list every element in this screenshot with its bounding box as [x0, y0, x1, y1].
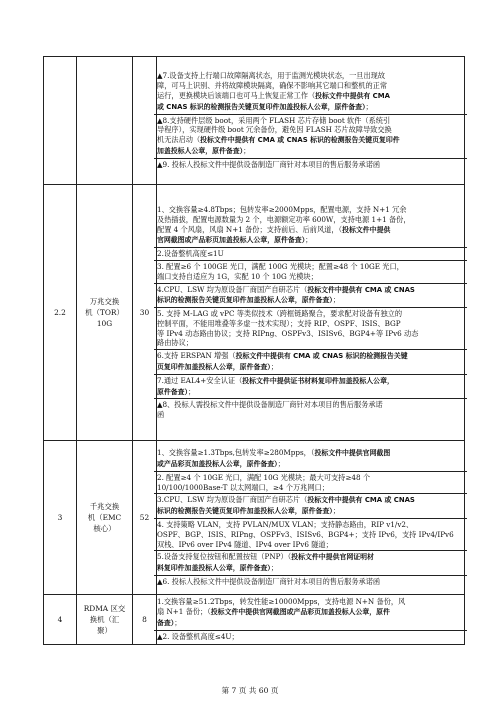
spec-bold-text: 标识的检测报告关键页复印件加盖投标人公章，原件备查） [157, 507, 333, 516]
item-quantity [133, 57, 157, 185]
spec-text: ； [332, 295, 340, 305]
spec-text: 3. 配置≥6 个 100GE 光口，满配 100G 光模块；配置≥48 个 10GE 光口， [157, 261, 404, 271]
spec-bold-text: 投标文件中提供官网证明材 [291, 553, 374, 562]
spec-text: 3.CPU、LSW 均为原设备厂商国产自研芯片（ [157, 495, 308, 505]
item-number [44, 57, 77, 185]
spec-bold-text: 投标文件中提供官网截图 [314, 449, 391, 458]
spec-text: ； [174, 618, 182, 627]
item-quantity: 52 [133, 441, 157, 595]
spec-line [157, 215, 464, 225]
spec-text: OSPF、BGP、ISIS、RIPng、OSPFv3、ISISv6、BGP4+；支持 IPv6，支持 IPv4/IPv6 [157, 529, 454, 539]
spec-text: 端口支持自适应为 1G，实配 10 个 10G 光模块； [157, 271, 318, 281]
table-row [44, 595, 465, 645]
spec-item [154, 283, 467, 308]
spec-text: 6.支持 ERSPAN 增强（ [157, 351, 236, 361]
spec-item [154, 247, 467, 260]
spec-bold-text: 原件备查） [157, 387, 189, 396]
spec-item [154, 260, 467, 283]
spec-item [154, 630, 467, 643]
spec-text: 4.CPU、LSW 均为原设备厂商国产自研芯片（ [157, 284, 308, 294]
spec-line [157, 506, 464, 517]
item-name-line: 万兆交换 [89, 297, 120, 306]
spec-item [154, 158, 467, 171]
spec-item [154, 349, 467, 374]
spec-line [157, 102, 464, 113]
spec-text: 障，可马上识别、并将故障模块隔离，确保不影响其它端口和整机的正常 [157, 81, 388, 91]
spec-text: 1.交换容量≥51.2Tbps，转发性能≥10000Mpps，支持电源 N+N 备份，风 [157, 597, 406, 607]
spec-text: ▲6. 投标人投标文件中提供设备制造厂商针对本项目的售后服务承诺函 [157, 576, 381, 586]
spec-line [157, 632, 464, 642]
spec-text: 2.设备整机高度≤1U [157, 249, 224, 259]
spec-text: ▲7.设备支持上行端口故障隔离状态，用于监测光模块状态，一旦出现故 [157, 71, 386, 81]
spec-bold-text: 备查） [157, 619, 175, 627]
spec-line [157, 309, 464, 319]
item-name-line: RDMA 区交 [83, 604, 126, 613]
spec-text: ； [277, 459, 285, 469]
spec-bold-text: 投标文件中提供有 CMA 或 CNAS 标识的检测报告关键 [235, 352, 408, 361]
spec-text: ▲8.支持硬件层级 boot，采用两个 FLASH 芯片存储 boot 软件（系统引 [157, 115, 391, 125]
spec-text: 导程序），实现硬件级 boot 冗余备份，避免因 FLASH 芯片故障导致交换 [157, 125, 392, 135]
item-number: 2.2 [44, 185, 77, 441]
spec-text: 扇 N+1 备份；（ [157, 607, 211, 617]
spec-item [154, 518, 467, 550]
spec-text: 等 IPv4 动态路由协议；支持 RIPng、OSPFv3、ISISv6、BGP4+等 IPv6 动态 [157, 328, 419, 338]
item-name [77, 441, 133, 595]
spec-line [157, 116, 464, 126]
spec-text: 5.设备支持复位按钮和配置按钮（PNP）（ [157, 552, 292, 562]
spec-text: ； [305, 235, 313, 245]
spec-table [43, 56, 465, 645]
spec-line [157, 362, 464, 373]
spec-bold-text: 官网截图或产品彩页加盖投标人公章，原件备查） [157, 236, 306, 245]
item-quantity: 30 [133, 185, 157, 441]
spec-bold-text: 投标文件中提供有 CMA [315, 92, 390, 100]
spec-item [154, 114, 467, 158]
spec-text: ▲2. 设备整机高度≤4U； [157, 631, 239, 641]
spec-line [157, 338, 464, 348]
spec-text: ； [243, 145, 251, 155]
spec-line [157, 262, 464, 272]
spec-text: 双栈、IPv6 over IPv4 隧道、IPv4 over IPv6 隧道； [157, 539, 333, 549]
spec-text: ； [332, 506, 340, 516]
spec-item [154, 596, 467, 629]
spec-text: 控制平面，不能用堆叠等多虚一技术实现）；支持 RIP、OSPF、ISIS、BGP [157, 318, 401, 328]
spec-item [154, 447, 467, 471]
item-name [77, 57, 133, 185]
spec-line [157, 459, 464, 470]
item-name [77, 185, 133, 441]
spec-text: ； [270, 362, 278, 372]
spec-line [157, 520, 464, 530]
spec-bold-text: 加盖投标人公章，原件备查） [157, 146, 244, 155]
table-row [44, 185, 465, 441]
spec-line [157, 618, 464, 629]
spec-bold-text: 或 CNAS 标识的检测报告关键页复印件加盖投标人公章，原件备查） [157, 102, 366, 111]
spec-text: 7.通过 EAL4+安全认证（ [157, 375, 243, 385]
spec-cell [157, 441, 465, 595]
spec-line [157, 448, 464, 459]
item-name-line: 换机（汇 [89, 615, 120, 624]
spec-line [157, 81, 464, 91]
spec-bold-text: 投标文件中提供有 CMA 或 CNAS [307, 496, 415, 505]
spec-text: 1、交换容量≥4.8Tbps；包转发率≥2000Mpps，配置电源，支持 N+1 冗余 [157, 204, 407, 214]
item-quantity: 8 [133, 595, 157, 645]
spec-line [157, 483, 464, 493]
spec-line [157, 530, 464, 540]
spec-bold-text: 页复印件加盖投标人公章，原件备查） [157, 363, 271, 372]
spec-item [154, 575, 467, 588]
table-row [44, 57, 465, 185]
spec-line [157, 91, 464, 102]
item-name-line: 机（TOR） [85, 308, 124, 317]
spec-line [157, 387, 464, 398]
spec-cell [157, 595, 465, 645]
spec-bold-text: 投标文件中提供官网截图或产品彩页加盖投标人公章，原件 [210, 608, 390, 617]
spec-line [157, 295, 464, 306]
table-row [44, 441, 465, 595]
spec-line [157, 473, 464, 483]
spec-line [157, 495, 464, 506]
item-name-line: 千兆交换 [89, 502, 120, 511]
spec-item [154, 550, 467, 575]
spec-cell [157, 57, 465, 185]
spec-bold-text: 投标文件中提供有 CMA 或 CNAS 标识的检测报告关键页复印件 [200, 136, 400, 145]
spec-item [154, 493, 467, 518]
spec-text: ▲9. 投标人投标文件中提供设备制造厂商针对本项目的售后服务承诺函 [157, 159, 381, 169]
spec-line [157, 319, 464, 329]
spec-line [157, 146, 464, 157]
spec-line [157, 135, 464, 146]
spec-text: 运行，更换模块后该端口也可马上恢复正常工作（ [157, 91, 316, 100]
spec-text: ； [188, 386, 196, 396]
item-name-line: 10G [96, 319, 113, 328]
spec-text: 及热插拔，配置电源数量为 2 个，电源额定功率 600W，支持电源 1+1 备份， [157, 214, 411, 224]
spec-line [157, 205, 464, 215]
spec-bold-text: 或产品彩页加盖投标人公章，原件备查） [157, 460, 278, 469]
spec-line [157, 376, 464, 387]
spec-line [157, 597, 464, 607]
spec-text: 2. 配置≥4 个 10GE 光口，满配 10G 光模块；最大可支持≥48 个 [157, 472, 371, 482]
spec-item [154, 307, 467, 349]
spec-bold-text: 投标文件中提供证书材料复印件加盖投标人公章， [242, 376, 394, 385]
spec-line [157, 235, 464, 246]
spec-line [157, 552, 464, 563]
item-name-line: 机（EMC [87, 513, 122, 522]
spec-item [154, 70, 467, 113]
item-number: 3 [44, 441, 77, 595]
spec-text: 1、交换容量≥1.3Tbps,包转发率≥280Mpps，（ [157, 448, 315, 458]
spec-text: 路由协议； [157, 338, 193, 348]
spec-line [157, 272, 464, 282]
spec-line [157, 400, 464, 410]
page-footer: 第 7 页 共 60 页 [221, 686, 279, 695]
spec-line [157, 285, 464, 296]
spec-line [157, 540, 464, 550]
spec-text: 机无法启动（ [157, 135, 201, 145]
spec-line [157, 249, 464, 259]
spec-line [157, 351, 464, 362]
spec-text: 4. 支持策略 VLAN，支持 PVLAN/MUX VLAN；支持静态路由，RIP v1/v2、 [157, 520, 414, 529]
spec-item [154, 471, 467, 494]
spec-bold-text: 投标文件中提供 [342, 225, 391, 234]
spec-line [157, 577, 464, 587]
item-number: 4 [44, 595, 77, 645]
spec-line [157, 607, 464, 618]
item-name-line: 聚） [97, 626, 112, 635]
spec-text: 10/100/1000Base-T 以太网端口，≥4 个万兆网口； [157, 482, 329, 492]
spec-line [157, 160, 464, 170]
spec-item [154, 374, 467, 399]
spec-text: ▲8、投标人需投标文件中提供设备制造厂商针对本项目的售后服务承诺 [157, 400, 383, 410]
spec-text: 配置 4 个风扇，风扇 N+1 备份；支持前后、后前风道，（ [157, 224, 343, 234]
spec-line [157, 71, 464, 81]
item-name-line: 核心） [93, 524, 116, 533]
spec-line [157, 125, 464, 135]
spec-text: 函 [157, 410, 165, 420]
spec-line [157, 225, 464, 236]
spec-cell [157, 185, 465, 441]
spec-bold-text: 标识的检测报告关键页复印件加盖投标人公章，原件备查） [157, 296, 333, 305]
spec-bold-text: 料复印件加盖投标人公章，原件备查） [157, 564, 271, 573]
spec-text: 5. 支持 M-LAG 或 vPC 等类似技术（跨框链路聚合，要求配对设备有独立的 [157, 309, 403, 319]
spec-text: ； [365, 101, 373, 111]
spec-line [157, 563, 464, 574]
spec-line [157, 410, 464, 420]
spec-item [154, 398, 467, 421]
item-name [77, 595, 133, 645]
spec-text: ； [270, 563, 278, 573]
spec-bold-text: 投标文件中提供有 CMA 或 CNAS [307, 285, 415, 294]
spec-item [154, 204, 467, 247]
spec-line [157, 329, 464, 339]
